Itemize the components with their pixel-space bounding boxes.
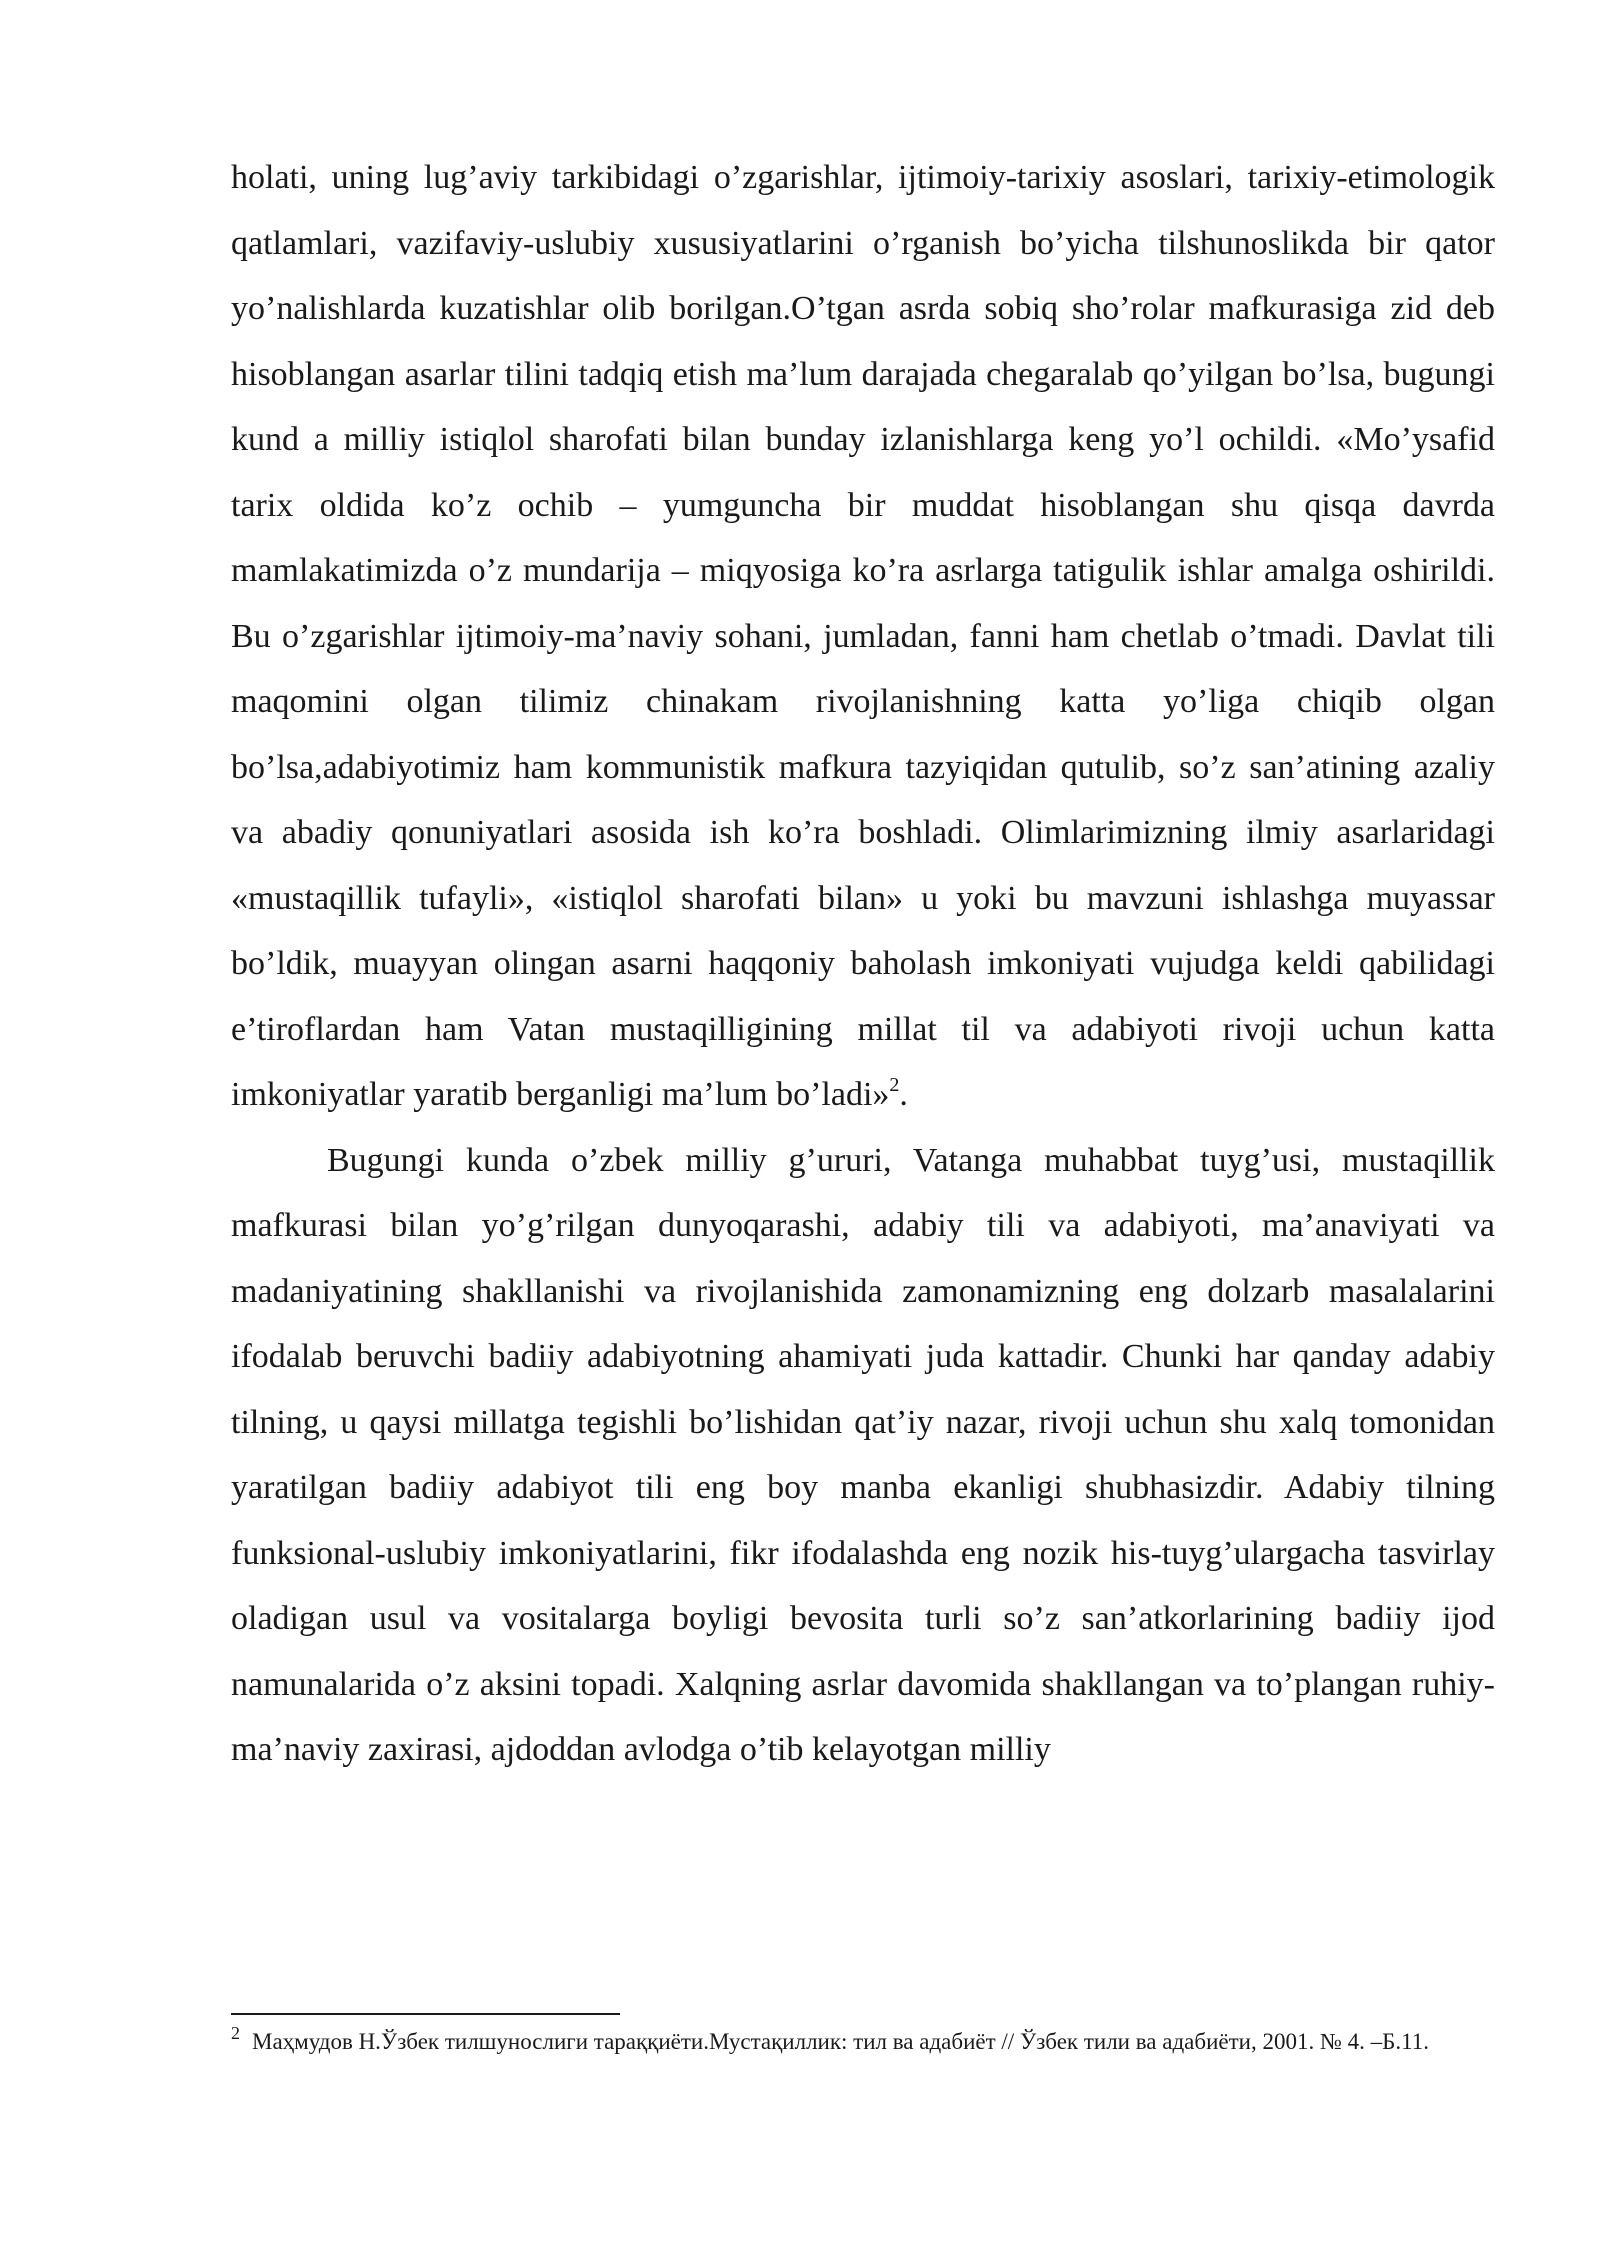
paragraph-1-tail: .: [899, 1076, 908, 1113]
footnote-separator: [231, 2013, 620, 2015]
paragraph-1-text: holati, uning lug’aviy tarkibidagi o’zgarishlar, ijtimoiy-tarixiy asoslari, tarixiy-etimologik qatlamlari, vazifaviy-uslubiy xususiyatlarini o’rganish bo’yicha tilshunoslikda bir qator yo’nalishlarda kuzatishlar olib borilgan.O’tgan asrda sobiq sho’rolar mafkurasiga zid deb hisoblangan asarlar tilini tadqiq etish ma’lum darajada chegaralab qo’yilgan bo’lsa, bugungi kund a milliy istiqlol sharofati bilan bunday izlanishlarga keng yo’l ochildi. «Mo’ysafid tarix oldida ko’z ochib – yumguncha bir muddat hisoblangan shu qisqa davrda mamlakatimizda o’z mundarija – miqyosiga ko’ra asrlarga tatigulik ishlar amalga oshirildi. Bu o’zgarishlar ijtimoiy-ma’naviy sohani, jumladan, fanni ham chetlab o’tmadi. Davlat tili maqomini olgan tilimiz chinakam rivojlanishning katta yo’liga chiqib olgan bo’lsa,adabiyotimiz ham kommunistik mafkura tazyiqidan qutulib, so’z san’atining azaliy va abadiy qonuniyatlari asosida ish ko’ra boshladi. Olimlarimizning ilmiy asarlaridagi «mustaqillik tufayli», «istiqlol sharofati bilan» u yoki bu mavzuni ishlashga muyassar bo’ldik, muayyan olingan asarni haqqoniy baholash imkoniyati vujudga keldi qabilidagi e’tiroflardan ham Vatan mustaqilligining millat til va adabiyoti rivoji uchun katta imkoniyatlar yaratib berganligi ma’lum bo’ladi»: [231, 159, 1495, 1113]
body-text: [231, 145, 1495, 1783]
footnote-text: Маҳмудов Н.Ўзбек тилшунослиги тараққиёти.Мустақиллик: тил ва адабиёт // Ўзбек тили ва адабиёти, 2001. № 4. –Б.11.: [252, 2029, 1429, 2054]
paragraph-2: [231, 1128, 1495, 1783]
paragraph-2-text: Bugungi kunda o’zbek milliy g’ururi, Vatanga muhabbat tuyg’usi, mustaqillik mafkurasi bilan yo’g’rilgan dunyoqarashi, adabiy tili va adabiyoti, ma’anaviyati va madaniyatining shakllanishi va rivojlanishida zamonamizning eng dolzarb masalalarini ifodalab beruvchi badiiy adabiyotning ahamiyati juda kattadir. Chunki har qanday adabiy tilning, u qaysi millatga tegishli bo’lishidan qat’iy nazar, rivoji uchun shu xalq tomonidan yaratilgan badiiy adabiyot tili eng boy manba ekanligi shubhasizdir. Adabiy tilning funksional-uslubiy imkoniyatlarini, fikr ifodalashda eng nozik his-tuyg’ulargacha tasvirlay oladigan usul va vositalarga boyligi bevosita turli so’z san’atkorlarining badiiy ijod namunalarida o’z aksini topadi. Xalqning asrlar davomida shakllangan va to’plangan ruhiy-ma’naviy zaxirasi, ajdoddan avlodga o’tib kelayotgan milliy: [231, 1141, 1495, 1768]
footnote-number: 2: [231, 2023, 240, 2043]
paragraph-1: [231, 145, 1495, 1128]
footnote-reference[interactable]: 2: [889, 1074, 900, 1096]
footnote: [231, 2024, 1495, 2060]
